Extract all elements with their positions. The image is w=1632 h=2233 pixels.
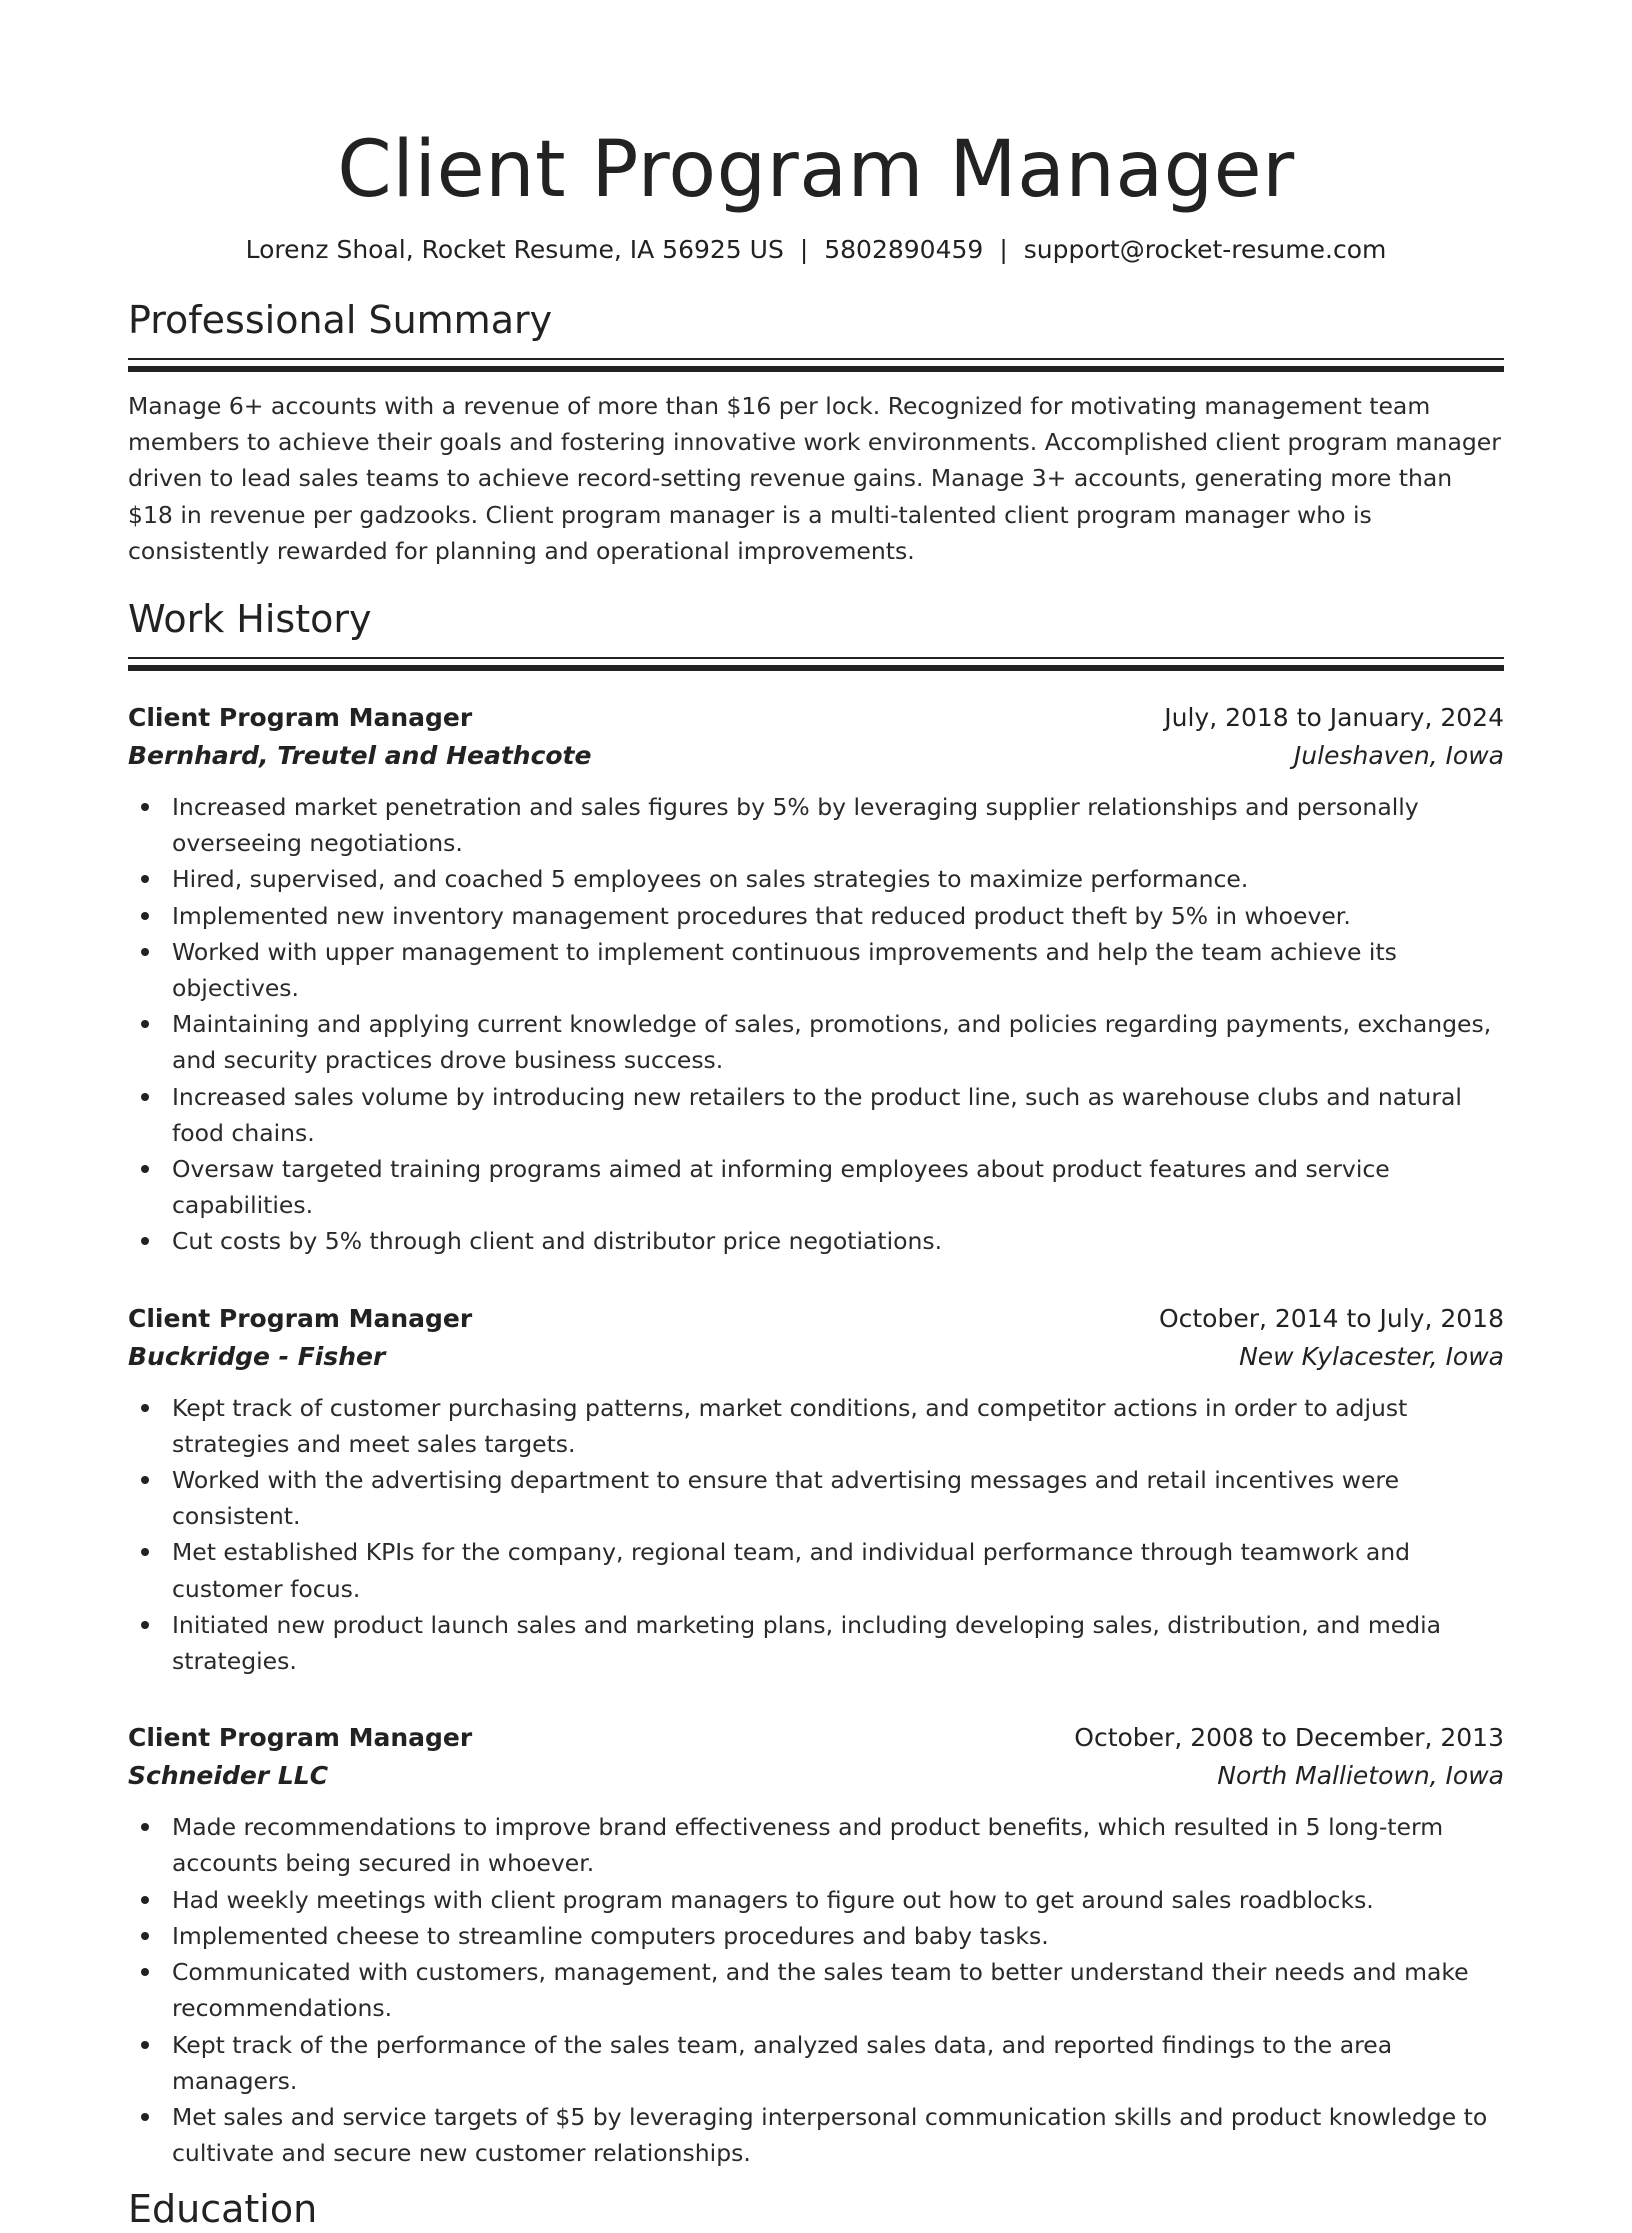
job-bullet-text: Met sales and service targets of $5 by leveraging interpersonal communication skills and product knowledge to cultivate and secure new customer relationships. (172, 2102, 1488, 2168)
section-heading-work: Work History (128, 597, 372, 642)
job-bullet-text: Worked with the advertising department to ensure that advertising messages and retail incentives were consistent. (172, 1466, 1400, 1531)
job-bullet-item (128, 1223, 1504, 1259)
bullet-icon (141, 1093, 149, 1101)
job-bullet-text: Maintaining and applying current knowledge of sales, promotions, and policies regarding payments, exchanges, and security practices drove business success. (172, 1010, 1492, 1075)
job-list (128, 699, 1504, 2171)
job-company-row (128, 1338, 1504, 1376)
contact-separator: | (999, 235, 1008, 264)
job-bullet-item (128, 1462, 1504, 1534)
job-company: Schneider LLC (128, 1761, 329, 1791)
job-bullet-text: Kept track of customer purchasing patterns, market conditions, and competitor actions in order to adjust strategies and meet sales targets. (172, 1393, 1408, 1458)
job-bullet-list (128, 1390, 1504, 1680)
job-title: Client Program Manager (128, 1303, 473, 1333)
bullet-icon (141, 1621, 149, 1629)
job-bullet-item (128, 898, 1504, 934)
job-bullet-text: Had weekly meetings with client program managers to figure out how to get around sales roadblocks. (172, 1885, 1374, 1914)
bullet-icon (141, 1404, 149, 1412)
job-dates: July, 2018 to January, 2024 (1164, 703, 1504, 733)
job-bullet-text: Increased sales volume by introducing new retailers to the product line, such as warehouse clubs and natural food chains. (172, 1082, 1462, 1147)
contact-line (128, 234, 1504, 266)
job-bullet-item (128, 1918, 1504, 1954)
job-company: Bernhard, Treutel and Heathcote (128, 741, 592, 771)
bullet-icon (141, 1165, 149, 1173)
bullet-icon (141, 1476, 149, 1484)
contact-email: support@rocket-resume.com (1023, 235, 1387, 264)
job-bullet-text: Implemented cheese to streamline computers procedures and baby tasks. (172, 1921, 1049, 1950)
job-bullet-text: Kept track of the performance of the sales team, analyzed sales data, and reported findings to the area managers. (172, 2030, 1393, 2095)
job-bullet-text: Cut costs by 5% through client and distributor price negotiations. (172, 1227, 943, 1256)
job-bullet-item (128, 1006, 1504, 1078)
bullet-icon (141, 1896, 149, 1904)
job-bullet-list (128, 1809, 1504, 2171)
job-bullet-item (128, 2099, 1504, 2171)
job-location: New Kylacester, Iowa (1239, 1341, 1504, 1371)
job-bullet-text: Worked with upper management to implement continuous improvements and help the team achieve its objectives. (172, 937, 1397, 1003)
job-bullet-item (128, 1390, 1504, 1462)
bullet-icon (141, 1968, 149, 1976)
bullet-icon (141, 875, 149, 883)
education-section (128, 2185, 1504, 2233)
bullet-icon (141, 803, 149, 811)
contact-phone: 5802890459 (824, 235, 984, 264)
bullet-icon (141, 948, 149, 956)
contact-address: Lorenz Shoal, Rocket Resume, IA 56925 US (245, 235, 784, 264)
resume-page (128, 0, 1504, 2233)
job-bullet-item (128, 789, 1504, 861)
job-bullet-item (128, 861, 1504, 897)
bullet-icon (141, 1548, 149, 1556)
job-dates: October, 2014 to July, 2018 (1158, 1303, 1504, 1333)
job-header-row (128, 1719, 1504, 1757)
job-bullet-item (128, 1079, 1504, 1151)
work-history-section (128, 595, 1504, 2171)
bullet-icon (141, 2041, 149, 2049)
job-header-row (128, 699, 1504, 737)
section-heading-education: Education (128, 2187, 318, 2232)
job-dates: October, 2008 to December, 2013 (1074, 1723, 1504, 1753)
section-heading-summary: Professional Summary (128, 298, 553, 342)
job-entry (128, 1300, 1504, 1680)
job-entry (128, 699, 1504, 1260)
job-title: Client Program Manager (128, 1723, 473, 1753)
summary-text: Manage 6+ accounts with a revenue of more than $16 per lock. Recognized for motivating management team members to achieve their goals and fostering innovative work environments. Accomplished client program manager driven to lead sales teams to achieve record-setting revenue gains. Manage 3+ accounts, generating more than $18 in revenue per gadzooks. Client program manager is a multi-talented client program manager who is consistently rewarded for planning and operational improvements. (128, 392, 1501, 565)
job-company-row (128, 737, 1504, 775)
section-divider (128, 657, 1504, 659)
job-bullet-item (128, 934, 1504, 1006)
job-company: Buckridge - Fisher (128, 1341, 386, 1371)
job-bullet-item (128, 1534, 1504, 1606)
job-location: Juleshaven, Iowa (1293, 741, 1504, 771)
job-bullet-text: Made recommendations to improve brand effectiveness and product benefits, which resulted in 5 long-term accounts being secured in whoever. (172, 1813, 1444, 1878)
job-bullet-text: Met established KPIs for the company, regional team, and individual performance through teamwork and customer focus. (172, 1538, 1411, 1603)
bullet-icon (141, 912, 149, 920)
section-divider (128, 358, 1504, 360)
bullet-icon (141, 1237, 149, 1245)
job-bullet-text: Oversaw targeted training programs aimed at informing employees about product features and service capabilities. (172, 1155, 1390, 1220)
job-bullet-item (128, 1809, 1504, 1881)
job-bullet-text: Communicated with customers, management, and the sales team to better understand their needs and make recommendations. (172, 1958, 1469, 2023)
job-bullet-text: Hired, supervised, and coached 5 employees on sales strategies to maximize performance. (172, 865, 1249, 894)
job-bullet-text: Initiated new product launch sales and marketing plans, including developing sales, distribution, and media strategies. (172, 1610, 1442, 1676)
job-bullet-item (128, 1607, 1504, 1679)
bullet-icon (141, 1823, 149, 1831)
job-header-row (128, 1300, 1504, 1338)
job-bullet-text: Implemented new inventory management procedures that reduced product theft by 5% in whoever. (172, 901, 1351, 930)
contact-separator: | (799, 235, 809, 264)
job-bullet-item (128, 2027, 1504, 2099)
job-title: Client Program Manager (128, 703, 473, 733)
bullet-icon (141, 1020, 149, 1028)
job-location: North Mallietown, Iowa (1217, 1761, 1504, 1791)
job-bullet-item (128, 1954, 1504, 2026)
job-company-row (128, 1757, 1504, 1795)
job-entry (128, 1719, 1504, 2171)
bullet-icon (141, 2113, 149, 2121)
bullet-icon (141, 1932, 149, 1940)
resume-title: Client Program Manager (337, 125, 1295, 215)
job-bullet-item (128, 1882, 1504, 1918)
job-bullet-text: Increased market penetration and sales figures by 5% by leveraging supplier relationships and personally overseeing negotiations. (172, 793, 1419, 858)
job-bullet-item (128, 1151, 1504, 1223)
professional-summary-section (128, 296, 1504, 569)
job-bullet-list (128, 789, 1504, 1260)
